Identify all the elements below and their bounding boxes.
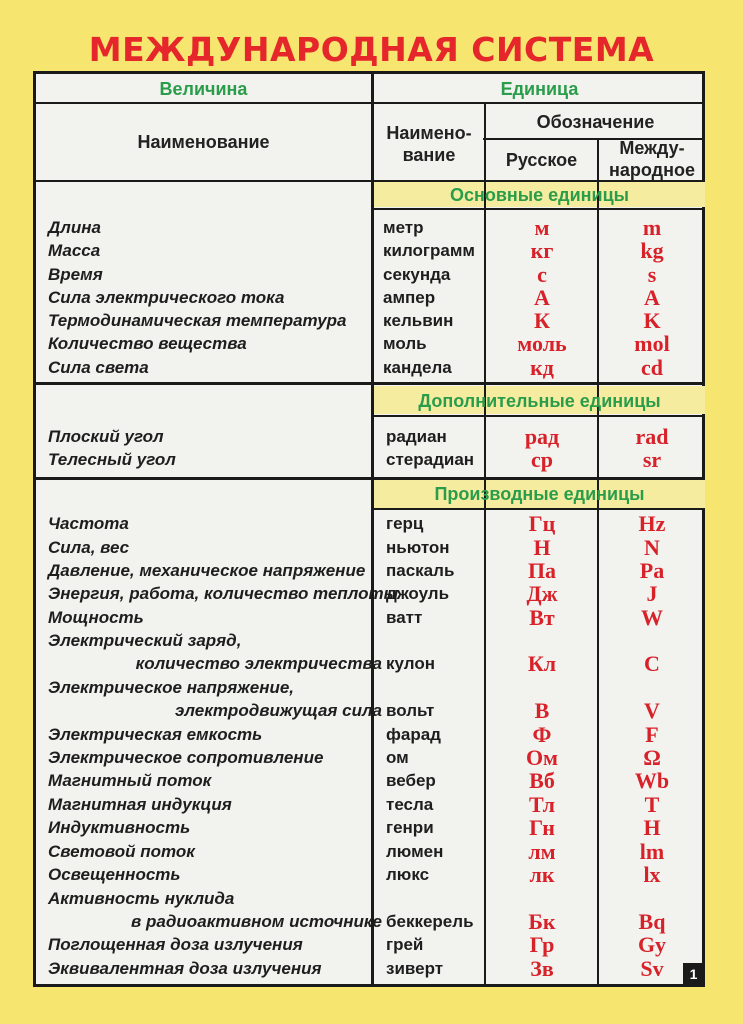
quantity-capacitance: Электрическая емкость <box>48 725 263 744</box>
symbol-ru-magnetic-induction: Тл <box>529 792 555 817</box>
unit-equivalent-dose: зиверт <box>386 959 444 978</box>
symbol-ru-inductance: Гн <box>529 815 555 840</box>
header-quantity: Величина <box>159 79 248 99</box>
quantity-magnetic-flux: Магнитный поток <box>48 771 212 790</box>
quantity-pressure: Давление, механическое напряжение <box>48 561 366 580</box>
unit-mass: килограмм <box>383 241 475 260</box>
si-units-table <box>33 71 705 987</box>
symbol-ru-power: Вт <box>529 605 555 630</box>
page-number: 1 <box>683 963 704 985</box>
unit-luminous-flux: люмен <box>386 842 444 861</box>
symbol-intl-solid-angle: sr <box>642 447 662 472</box>
quantity-plane-angle: Плоский угол <box>48 427 164 446</box>
quantity-time: Время <box>48 265 103 284</box>
symbol-ru-resistance: Ом <box>525 745 559 770</box>
quantity-magnetic-induction: Магнитная индукция <box>48 795 232 814</box>
symbol-ru-illuminance: лк <box>529 862 555 887</box>
quantity-temperature: Термодинамическая температура <box>48 311 347 330</box>
symbol-ru-mass: кг <box>530 238 554 263</box>
unit-resistance: ом <box>386 748 409 767</box>
unit-voltage: вольт <box>386 701 435 720</box>
symbol-ru-absorbed-dose: Гр <box>529 932 555 957</box>
symbol-intl-activity: Bq <box>638 909 666 934</box>
quantity-absorbed-dose: Поглощенная доза излучения <box>48 935 303 954</box>
grid-line <box>597 138 599 987</box>
symbol-ru-current: А <box>534 285 550 310</box>
symbol-intl-length: m <box>642 215 662 240</box>
unit-frequency: герц <box>386 514 424 533</box>
header-name: Наименование <box>137 132 270 152</box>
quantity-luminous-flux: Световой поток <box>48 842 195 861</box>
header-unit-name <box>374 122 484 166</box>
page-title: МЕЖДУНАРОДНАЯ СИСТЕМА <box>88 30 655 69</box>
symbol-ru-amount: моль <box>517 331 567 356</box>
quantity-activity-line2: в радиоактивном источнике <box>130 912 382 931</box>
quantity-energy: Энергия, работа, количество теплоты <box>48 584 399 603</box>
quantity-mass: Масса <box>48 241 101 260</box>
unit-length: метр <box>383 218 424 237</box>
unit-illuminance: люкс <box>386 865 430 884</box>
symbol-intl-magnetic-flux: Wb <box>634 768 670 793</box>
section-derived: Производные единицы <box>434 484 645 504</box>
unit-temperature: кельвин <box>383 311 454 330</box>
unit-solid-angle: стерадиан <box>386 450 475 469</box>
symbol-ru-equivalent-dose: Зв <box>530 956 554 981</box>
symbol-ru-solid-angle: ср <box>531 447 553 472</box>
header-unit-name-line2: вание <box>402 145 456 165</box>
symbol-ru-luminous-flux: лм <box>528 839 556 864</box>
header-international <box>599 137 705 181</box>
symbol-ru-plane-angle: рад <box>524 424 560 449</box>
symbol-ru-temperature: К <box>534 308 550 333</box>
quantity-frequency: Частота <box>48 514 129 533</box>
unit-capacitance: фарад <box>386 725 441 744</box>
symbol-intl-force: N <box>644 535 660 560</box>
symbol-ru-pressure: Па <box>527 558 557 583</box>
symbol-intl-amount: mol <box>634 331 670 356</box>
quantity-luminous: Сила света <box>48 358 149 377</box>
quantity-activity-line1: Активность нуклида <box>48 889 235 908</box>
header-intl-line1: Между- <box>619 138 685 158</box>
symbol-ru-luminous: кд <box>530 355 554 380</box>
symbol-ru-activity: Бк <box>528 909 556 934</box>
symbol-ru-length: м <box>534 215 550 240</box>
symbol-ru-frequency: Гц <box>528 511 556 536</box>
unit-luminous: кандела <box>383 358 452 377</box>
grid-line <box>373 508 705 510</box>
unit-magnetic-flux: вебер <box>386 771 436 790</box>
grid-line <box>371 74 374 987</box>
unit-energy: джоуль <box>386 584 450 603</box>
grid-line <box>373 415 705 417</box>
header-unit: Единица <box>500 79 579 99</box>
symbol-intl-luminous: cd <box>641 355 663 380</box>
symbol-intl-resistance: Ω <box>643 745 661 770</box>
unit-time: секунда <box>383 265 451 284</box>
quantity-resistance: Электрическое сопротивление <box>48 748 324 767</box>
symbol-intl-absorbed-dose: Gy <box>637 932 667 957</box>
symbol-intl-pressure: Pa <box>639 558 665 583</box>
symbol-ru-voltage: В <box>534 698 550 723</box>
unit-amount: моль <box>383 334 427 353</box>
symbol-intl-inductance: H <box>643 815 661 840</box>
header-designation: Обозначение <box>536 112 655 132</box>
quantity-charge-line1: Электрический заряд, <box>48 631 242 650</box>
symbol-intl-energy: J <box>646 581 658 606</box>
unit-magnetic-induction: тесла <box>386 795 434 814</box>
symbol-intl-illuminance: lx <box>643 862 661 887</box>
symbol-ru-magnetic-flux: Вб <box>529 768 555 793</box>
unit-activity: беккерель <box>386 912 474 931</box>
header-russian: Русское <box>505 150 578 170</box>
quantity-equivalent-dose: Эквивалентная доза излучения <box>48 959 322 978</box>
symbol-intl-equivalent-dose: Sv <box>640 956 664 981</box>
symbol-intl-magnetic-induction: T <box>644 792 660 817</box>
quantity-voltage-line1: Электрическое напряжение, <box>48 678 295 697</box>
header-intl-line2: народное <box>609 160 695 180</box>
grid-line <box>373 208 705 210</box>
unit-absorbed-dose: грей <box>386 935 424 954</box>
unit-force: ньютон <box>386 538 450 557</box>
symbol-intl-luminous-flux: lm <box>639 839 665 864</box>
symbol-intl-temperature: K <box>643 308 661 333</box>
section-base: Основные единицы <box>449 185 630 205</box>
symbol-ru-time: с <box>537 262 547 287</box>
section-supplementary: Дополнительные единицы <box>418 391 661 411</box>
symbol-intl-mass: kg <box>640 238 664 263</box>
symbol-intl-frequency: Hz <box>638 511 666 536</box>
symbol-intl-capacitance: F <box>645 722 659 747</box>
quantity-charge-line2: количество электричества <box>135 654 382 673</box>
unit-charge: кулон <box>386 654 435 673</box>
symbol-intl-time: s <box>647 262 657 287</box>
header-unit-name-line1: Наимено- <box>386 123 472 143</box>
symbol-ru-force: Н <box>533 535 551 560</box>
quantity-amount: Количество вещества <box>48 334 247 353</box>
unit-plane-angle: радиан <box>386 427 447 446</box>
quantity-solid-angle: Телесный угол <box>48 450 176 469</box>
unit-current: ампер <box>383 288 436 307</box>
symbol-intl-current: A <box>644 285 660 310</box>
symbol-intl-voltage: V <box>644 698 660 723</box>
quantity-voltage-line2: электродвижущая сила <box>175 701 382 720</box>
symbol-ru-capacitance: Ф <box>532 722 552 747</box>
quantity-force: Сила, вес <box>48 538 130 557</box>
quantity-inductance: Индуктивность <box>48 818 191 837</box>
unit-power: ватт <box>386 608 423 627</box>
symbol-ru-charge: Кл <box>527 651 557 676</box>
quantity-power: Мощность <box>48 608 144 627</box>
symbol-intl-plane-angle: rad <box>635 424 669 449</box>
unit-pressure: паскаль <box>386 561 455 580</box>
unit-inductance: генри <box>386 818 434 837</box>
quantity-illuminance: Освещенность <box>48 865 181 884</box>
symbol-intl-power: W <box>641 605 663 630</box>
grid-line <box>484 104 486 987</box>
symbol-intl-charge: C <box>644 651 660 676</box>
quantity-length: Длина <box>48 218 101 237</box>
quantity-current: Сила электрического тока <box>48 288 285 307</box>
symbol-ru-energy: Дж <box>526 581 558 606</box>
